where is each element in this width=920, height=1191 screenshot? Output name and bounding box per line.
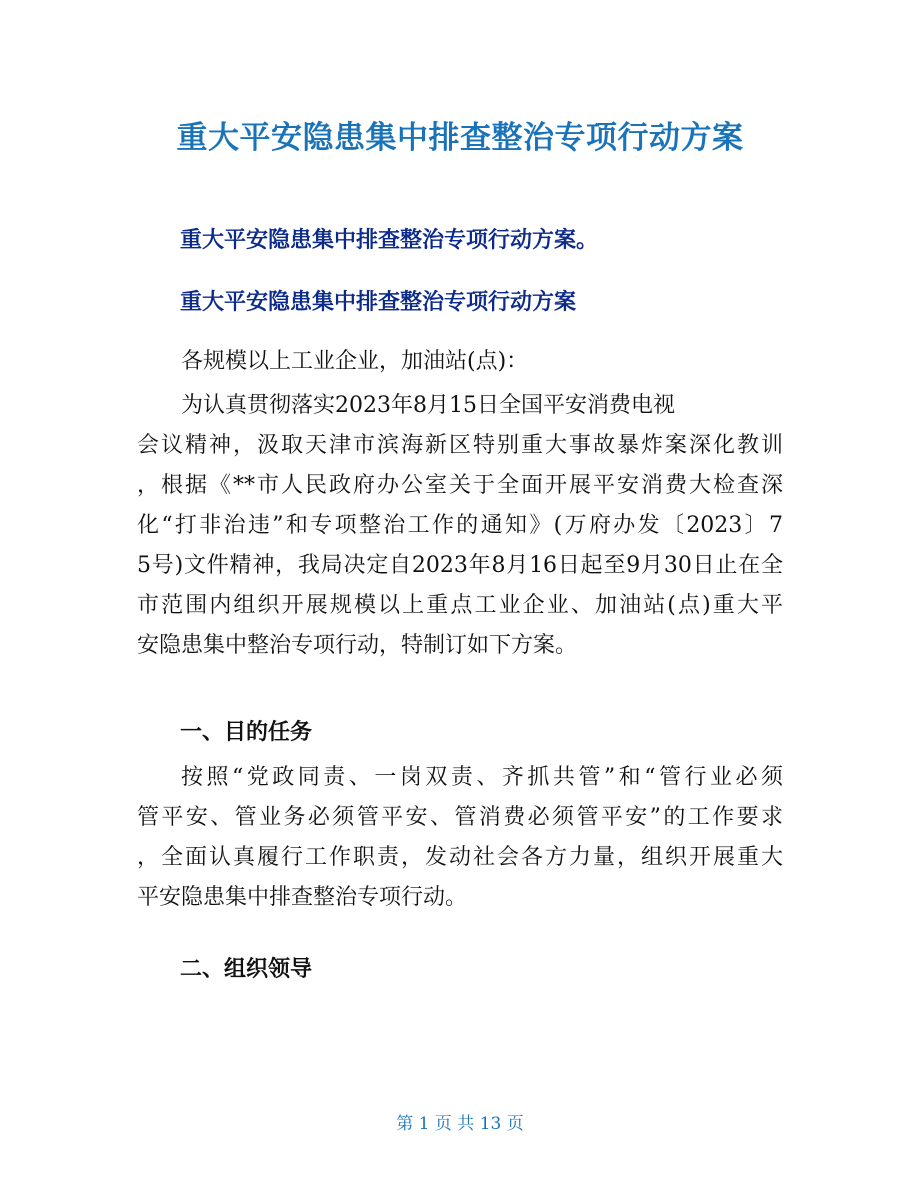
paragraph-line: ，全面认真履行工作职责，发动社会各方力量，组织开展重大: [137, 845, 783, 870]
paragraph-line: 安隐患集中整治专项行动，特制订如下方案。: [137, 633, 578, 658]
paragraph-line: 为认真贯彻落实2023年8月15日全国平安消费电视: [181, 393, 675, 418]
subheading-1: 重大平安隐患集中排查整治专项行动方案。: [180, 228, 599, 253]
paragraph-line: 5号)文件精神，我局决定自2023年8月16日起至9月30日止在全: [137, 553, 783, 578]
paragraph-line: 会议精神，汲取天津市滨海新区特别重大事故暴炸案深化教训: [137, 433, 783, 458]
paragraph-line: 按照“党政同责、一岗双责、齐抓共管”和“管行业必须: [181, 765, 783, 790]
section-2-heading: 二、组织领导: [180, 957, 313, 982]
document-title: 重大平安隐患集中排查整治专项行动方案: [176, 120, 744, 156]
intro-paragraph: [137, 386, 783, 666]
page-number-footer: 第 1 页 共 13 页: [396, 1114, 524, 1134]
section-1-paragraph: [137, 758, 783, 918]
salutation-line: 各规模以上工业企业，加油站(点)：: [181, 349, 529, 374]
paragraph-line: ，根据《**市人民政府办公室关于全面开展平安消费大检查深: [137, 473, 783, 498]
section-1-heading: 一、目的任务: [180, 720, 313, 745]
paragraph-line: 管平安、管业务必须管平安、管消费必须管平安”的工作要求: [137, 805, 783, 830]
paragraph-line: 化“打非治违”和专项整治工作的通知》(万府办发〔2023〕7: [137, 513, 783, 538]
salutation-paragraph: [137, 342, 783, 382]
paragraph-line: 平安隐患集中排查整治专项行动。: [137, 885, 468, 910]
paragraph-line: 市范围内组织开展规模以上重点工业企业、加油站(点)重大平: [137, 593, 783, 618]
subheading-2: 重大平安隐患集中排查整治专项行动方案: [180, 290, 577, 315]
